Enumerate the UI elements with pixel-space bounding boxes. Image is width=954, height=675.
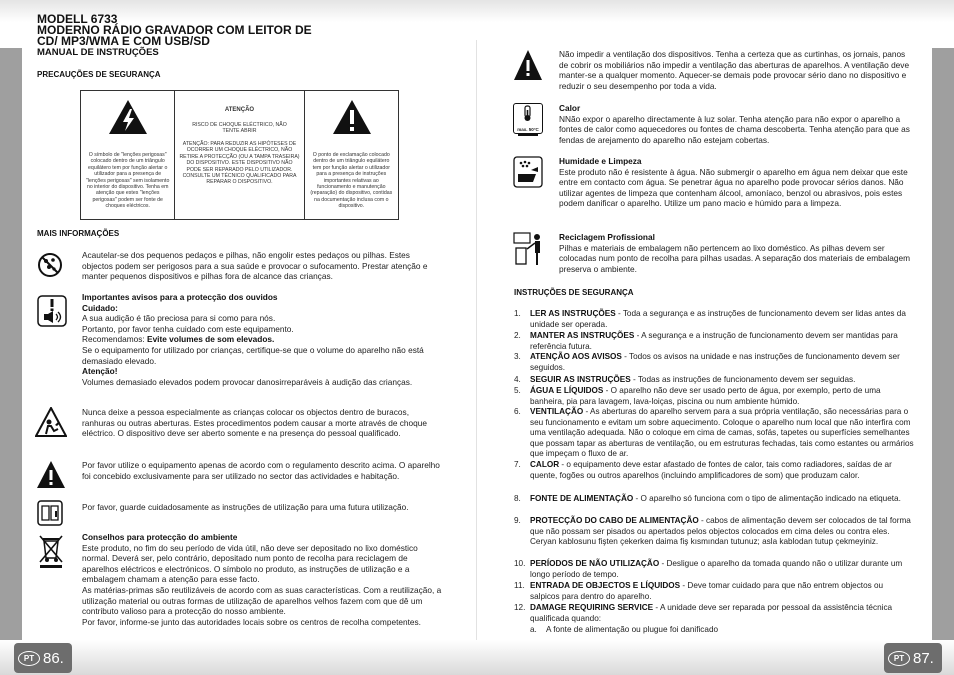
instruction-number: 12. bbox=[514, 603, 526, 612]
instruction-item bbox=[514, 375, 914, 386]
exclamation-description: O ponto de exclamação colocado dentro de um triângulo equilátero tem por função alertar o utilizador para a presença de instruções importantes relativas ao funcionamento e manutenção (reparação) do dispositivo, contidas na documentação inclusa com o dispositivo. bbox=[310, 152, 393, 210]
instruction-text: - Todas as instruções de funcionamento devem ser seguidas. bbox=[630, 375, 856, 384]
instruction-title: SEGUIR AS INSTRUÇÕES bbox=[530, 375, 631, 384]
children-text: Nunca deixe a pessoa especialmente as crianças colocar os objectos dentro de buracos, ranhuras ou outras aberturas. Estes procedimentos podem causar a morte através de choque eléctrico. O dispositivo deve ser aberto somente e na presença do pessoal qualificado. bbox=[82, 407, 427, 439]
subitem-label: a. bbox=[530, 625, 537, 634]
humidity-text: Este produto não é resistente à água. Não submergir o aparelho em água nem deixar que este entre em contacto com água. Se penetrar água no aparelho pode provocar sérios danos. Não utilizar agentes de limpeza que contenham álcool, amoníaco, benzol ou abrasivos, pois estes podem danificar o aparelho. Utilize um pano macio e húmido para a limpeza. bbox=[559, 166, 908, 209]
safety-heading: PRECAUÇÕES DE SEGURANÇA bbox=[37, 70, 161, 79]
exclamation-triangle-icon bbox=[332, 99, 372, 135]
page-divider bbox=[476, 40, 477, 640]
hearing-caution-label: Cuidado: bbox=[82, 302, 118, 313]
model-line: MODELL 6733 bbox=[37, 12, 118, 26]
attention-shock-risk: RISCO DE CHOQUE ELÉCTRICO, NÃO TENTE ABRIR bbox=[192, 122, 287, 135]
instruction-title: MANTER AS INSTRUÇÕES bbox=[530, 331, 635, 340]
hearing-p1: A sua audição é tão preciosa para si como para nós. bbox=[82, 313, 276, 324]
language-badge: PT bbox=[888, 651, 910, 666]
hearing-block bbox=[82, 292, 442, 387]
page-number-right: 87. bbox=[913, 649, 934, 667]
heat-text: NNão expor o aparelho directamente à luz solar. Tenha atenção para não expor o aparelho a fontes de calor como aquecedores ou fontes de chama descoberta. Tenha atenção para que as fendas de arejamento do aparelho não estejam cobertas. bbox=[559, 113, 910, 145]
instruction-number: 8. bbox=[514, 494, 521, 503]
heat-icon bbox=[513, 103, 543, 134]
instruction-item bbox=[514, 386, 914, 407]
instruction-text: - O aparelho só funciona com o tipo de alimentação indicado na etiqueta. bbox=[633, 494, 901, 503]
instruction-title: ENTRADA DE OBJECTOS E LÍQUIDOS bbox=[530, 581, 681, 590]
lightning-triangle-icon bbox=[108, 99, 148, 135]
recycling-person-icon bbox=[513, 232, 545, 266]
instruction-number: 1. bbox=[514, 309, 521, 318]
instruction-text: - As aberturas do aparelho servem para a sua própria ventilação, são necessárias para o seu funcionamento e evitam um sobre aquecimento. Coloque o aparelho num local que não interfira com uma ventilação adequada. Não o coloque em cima de camas, sofás, tapetes ou superfícies semelhantes que possam tapar as aberturas de ventilação, ou em estruturas fechadas, tais como estantes ou armários que impeçam o fluxo de ar. bbox=[530, 407, 914, 458]
hearing-recommend-text: Evite volumes de som elevados. bbox=[147, 334, 275, 345]
manual-book-icon bbox=[37, 500, 63, 526]
ventilation-warning-icon bbox=[513, 49, 543, 81]
humidity-block bbox=[559, 156, 915, 209]
environment-block bbox=[82, 532, 442, 627]
subitem-text: A fonte de alimentação ou plugue foi danificado bbox=[546, 625, 719, 634]
instruction-item bbox=[514, 516, 914, 548]
instruction-title: FONTE DE ALIMENTAÇÃO bbox=[530, 494, 634, 503]
manual-text: Por favor, guarde cuidadosamente as instruções de utilização para uma futura utilização. bbox=[82, 502, 409, 512]
small-parts-text: Acautelar-se dos pequenos pedaços e pilhas, não engolir estes pedaços ou pilhas. Estes objectos podem ser perigosos para a sua saúde e provocar o sufocamento. Prestar atenção e manter pequenos dispositivos e pilhas fora de alcance das crianças. bbox=[82, 250, 428, 282]
lightning-description: O símbolo de "lenções perigosas" colocado dentro de um triângulo equilátero tem por função alertar o utilizador para a presença de "lenções perigosas" sem isolamento no interior do dispositivo. Tenha em atenção que estes "lenções perigosas" podem ser fonte de choques eléctricos. bbox=[86, 152, 170, 210]
instruction-number: 10. bbox=[514, 559, 526, 568]
instruction-item bbox=[514, 559, 914, 580]
heat-block bbox=[559, 103, 915, 145]
attention-text: PARA REDUZIR AS HIPÓTESES DE OCORRER UM CHOQUE ELÉCTRICO, NÃO RETIRE A PROTECÇÃO (OU A TAMPA TRASEIRA) DO DISPOSITIVO. ESTE DISPOSITIVO NÃO PODE SER REPARADO PELO UTILIZADOR. CONSULTE UM TÉCNICO QUALIFICADO PARA REPARAR O DISPOSITIVO. bbox=[179, 141, 300, 186]
instruction-item bbox=[514, 581, 914, 602]
instruction-item bbox=[514, 352, 914, 373]
instruction-text: - o equipamento deve estar afastado de fontes de calor, tais como radiadores, saídas de ar quente, fogões ou outros aparelhos (incluindo amplificadores de som) que produzam calor. bbox=[530, 460, 892, 480]
page-badge-left bbox=[14, 643, 72, 673]
usage-text: Por favor utilize o equipamento apenas de acordo com o regulamento descrito acima. O aparelho foi concebido exclusivamente para ser utilizado no sector das actividades e habitação. bbox=[82, 460, 440, 481]
instruction-number: 5. bbox=[514, 386, 521, 395]
instruction-title: ÁGUA E LÍQUIDOS bbox=[530, 386, 604, 395]
document-subtitle: MANUAL DE INSTRUÇÕES bbox=[37, 47, 159, 58]
instruction-item bbox=[514, 603, 914, 624]
ventilation-text: Não impedir a ventilação dos dispositivos. Tenha a certeza que as curtinhas, os jornais, panos de cobrir os mobiliários não impedir a ventilação das aberturas de aparelhos. A ventilação deve manter-se a qualquer momento. Aquecer-se demais pode provocar sério dano no dispositivo e reduzir o seu desempenho por toda a vida. bbox=[559, 49, 910, 91]
instruction-title: DAMAGE REQUIRING SERVICE bbox=[530, 603, 654, 612]
no-small-parts-icon bbox=[37, 250, 63, 280]
thermometer-icon bbox=[514, 104, 542, 122]
hearing-p2: Portanto, por favor tenha cuidado com este equipamento. bbox=[82, 323, 294, 334]
heat-max-label: max. 50°C bbox=[517, 127, 539, 132]
warning-table bbox=[80, 90, 399, 220]
instruction-number: 11. bbox=[514, 581, 525, 590]
warning-cell-lightning bbox=[81, 91, 175, 219]
instruction-title: LER AS INSTRUÇÕES bbox=[530, 309, 616, 318]
environment-p1: Este produto, no fim do seu período de vida útil, não deve ser depositado no lixo doméstico normal. Deverá ser, pelo contrário, depositado num ponto de recolha para reciclagem de aparelhos eléctricos e electrónicos. O símbolo no produto, as instruções de utilização e a embalagem chamam a atenção para esse facto. bbox=[82, 542, 418, 585]
crossed-bin-icon bbox=[37, 533, 65, 569]
hearing-protection-icon bbox=[37, 295, 67, 327]
instruction-title: ATENÇÃO AOS AVISOS bbox=[530, 352, 622, 361]
instruction-text: - A segurança e a instrução de funcionamento devem ser mantidas para referência futura. bbox=[530, 331, 898, 351]
bottom-gradient-band bbox=[0, 640, 954, 675]
hearing-p4: Se o equipamento for utilizado por crianças, certifique-se que o volume do aparelho não está demasiado elevado. bbox=[82, 344, 424, 366]
instruction-number: 4. bbox=[514, 375, 521, 384]
heat-title: Calor bbox=[559, 103, 581, 113]
attention-title: ATENÇÃO bbox=[224, 107, 255, 113]
language-badge: PT bbox=[18, 651, 40, 666]
warning-cell-exclamation bbox=[305, 91, 398, 219]
instruction-subitem bbox=[530, 625, 910, 636]
instruction-text: - Todos os avisos na unidade e nas instruções de funcionamento devem ser seguidos. bbox=[530, 352, 900, 372]
instruction-text: - O aparelho não deve ser usado perto de água, por exemplo, perto de uma banheira, pia para lavagem, lava-loiças, piscina ou num ambiente húmido. bbox=[530, 386, 881, 406]
page-number-left: 86. bbox=[43, 649, 64, 667]
more-info-heading: MAIS INFORMAÇÕES bbox=[37, 229, 120, 238]
right-side-strip bbox=[932, 48, 954, 640]
instruction-item bbox=[514, 460, 914, 481]
instruction-item bbox=[514, 309, 914, 330]
instruction-text: - A unidade deve ser reparada por pessoal da assistência técnica qualificada quando: bbox=[530, 603, 893, 623]
hearing-recommend-label: Recomendamos: bbox=[82, 334, 148, 345]
instruction-number: 2. bbox=[514, 331, 521, 340]
humidity-title: Humidade e Limpeza bbox=[559, 156, 642, 166]
environment-p3: Por favor, informe-se junto das autoridades locais sobre os centros de recolha competentes. bbox=[82, 616, 421, 627]
recycling-block bbox=[559, 232, 915, 274]
heat-device-bar bbox=[518, 133, 538, 136]
instruction-title: CALOR bbox=[530, 460, 560, 469]
attention-label: ATENÇÃO: bbox=[182, 141, 209, 147]
child-danger-icon bbox=[35, 407, 67, 437]
instruction-number: 7. bbox=[514, 460, 521, 469]
hearing-p5: Volumes demasiado elevados podem provocar danosirreparáveis à audição das crianças. bbox=[82, 376, 413, 387]
page-badge-right bbox=[884, 643, 942, 673]
instruction-text: - Toda a segurança e as instruções de funcionamento devem ser lidas antes da unidade ser operada. bbox=[530, 309, 906, 329]
instruction-title: PERÍODOS DE NÃO UTILIZAÇÃO bbox=[530, 559, 660, 568]
instruction-item bbox=[514, 407, 914, 460]
instructions-heading: INSTRUÇÕES DE SEGURANÇA bbox=[514, 288, 634, 297]
left-side-strip bbox=[0, 48, 22, 640]
instruction-number: 6. bbox=[514, 407, 521, 416]
instruction-title: VENTILAÇÃO bbox=[530, 407, 584, 416]
instruction-text: - Desligue o aparelho da tomada quando não o utilizar durante um longo período de tempo. bbox=[530, 559, 903, 579]
attention-instructions bbox=[179, 141, 299, 186]
hearing-attention-label: Atenção! bbox=[82, 366, 118, 377]
environment-title: Conselhos para protecção do ambiente bbox=[82, 532, 238, 542]
hearing-p3 bbox=[82, 334, 442, 345]
warning-cell-attention bbox=[175, 91, 304, 219]
instruction-title: PROTECÇÃO DO CABO DE ALIMENTAÇÃO bbox=[530, 516, 699, 525]
instruction-text: - cabos de alimentação devem ser colocados de tal forma que não possam ser pisados ou apertados pelos objectos colocados em cima deles ou contra eles. Ceryan kablosunu fişten çekerken daima fiş kısmından tutunuz; asla kablodan tutup çekmeyiniz. bbox=[530, 516, 911, 546]
document-title bbox=[37, 14, 312, 47]
instruction-text: - Deve tomar cuidado para que não entrem objectos ou salpicos para dentro do aparelho. bbox=[530, 581, 884, 601]
recycling-title: Reciclagem Profissional bbox=[559, 232, 655, 242]
humidity-cleaning-icon bbox=[513, 156, 543, 188]
instruction-item bbox=[514, 494, 914, 505]
environment-p2: As matérias-primas são reutilizáveis de acordo com as suas características. Com a reutilização, a utilização material ou outras formas de utilização de aparelhos velhos fazem com que dê um contributo valioso para a protecção do nosso ambiente. bbox=[82, 584, 442, 617]
instruction-number: 9. bbox=[514, 516, 521, 525]
instruction-number: 3. bbox=[514, 352, 521, 361]
title-line-1: MODERNO RÁDIO GRAVADOR COM LEITOR DE bbox=[37, 23, 312, 37]
title-line-2: CD/ MP3/WMA E COM USB/SD bbox=[37, 34, 210, 48]
warning-triangle-icon bbox=[36, 460, 66, 489]
hearing-title: Importantes avisos para a protecção dos ouvidos bbox=[82, 292, 278, 302]
recycling-text: Pilhas e materiais de embalagem não pertencem ao lixo doméstico. As pilhas devem ser colocadas num ponto de recolha para pilhas usadas. A separação dos materiais de embalagem preserva o ambiente. bbox=[559, 242, 910, 274]
instruction-item bbox=[514, 331, 914, 352]
